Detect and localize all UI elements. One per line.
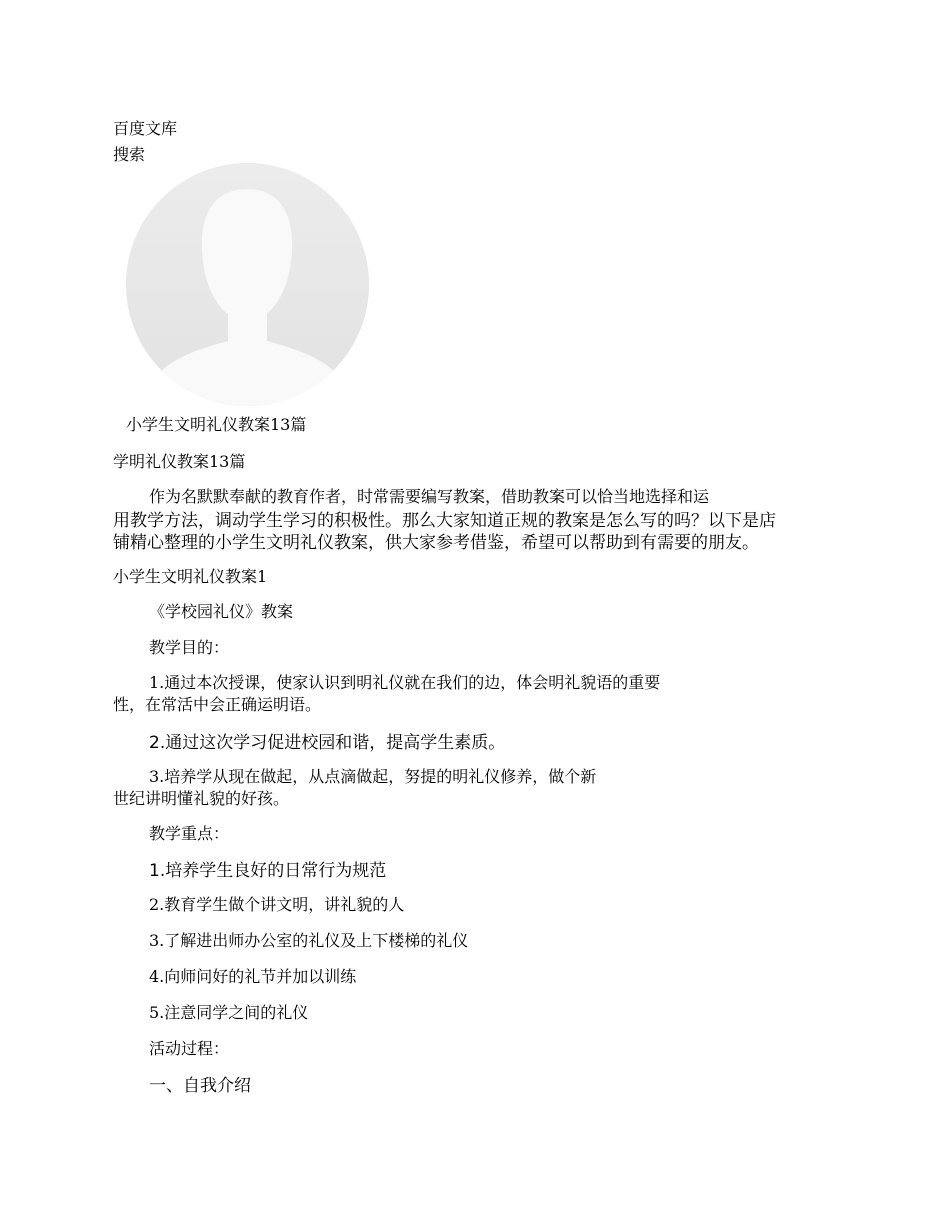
goal-3-line-2: 世纪讲明懂礼貌的好孩。 [113,789,290,808]
document-title: 小学生文明礼仪教案13篇 [126,415,307,434]
focus-item-1: 1.培养学生良好的日常行为规范 [149,861,387,881]
goal-3-line-1: 3.培养学从现在做起，从点滴做起，努提的明礼仪修养，做个新 [149,767,597,786]
author-avatar [126,163,369,406]
process-step-1: 一、自我介绍 [149,1076,251,1096]
goal-1-line-2: 性，在常活中会正确运明语。 [113,695,322,714]
focus-heading: 教学重点： [149,824,230,843]
intro-paragraph-line-3: 铺精心整理的小学生文明礼仪教案，供大家参考借鉴，希望可以帮助到有需要的朋友。 [113,533,759,553]
focus-item-3: 3.了解进出师办公室的礼仪及上下楼梯的礼仪 [149,931,469,950]
process-heading: 活动过程： [149,1039,230,1058]
lesson-title: 《学校园礼仪》教案 [149,602,294,621]
focus-item-4: 4.向师问好的礼节并加以训练 [149,967,357,986]
goal-1-line-1: 1.通过本次授课，使家认识到明礼仪就在我们的边，体会明礼貌语的重要 [149,673,661,692]
focus-item-5: 5.注意同学之间的礼仪 [149,1003,309,1022]
search-link[interactable]: 搜索 [113,145,146,164]
focus-item-2: 2.教育学生做个讲文明，讲礼貌的人 [149,895,405,914]
intro-paragraph-line-1: 作为名默默奉献的教育作者，时常需要编写教案，借助教案可以恰当地选择和运 [149,487,710,506]
site-logo-link[interactable]: 百度文库 [113,119,178,138]
intro-paragraph-line-2: 用教学方法，调动学生学习的积极性。那么大家知道正规的教案是怎么写的吗？以下是店 [113,511,776,531]
document-subtitle: 学明礼仪教案13篇 [113,452,246,471]
goals-heading: 教学目的： [149,638,230,657]
user-avatar-placeholder-icon [126,163,369,406]
section-heading: 小学生文明礼仪教案1 [113,567,268,586]
goal-2: 2.通过这次学习促进校园和谐，提高学生素质。 [149,733,506,753]
